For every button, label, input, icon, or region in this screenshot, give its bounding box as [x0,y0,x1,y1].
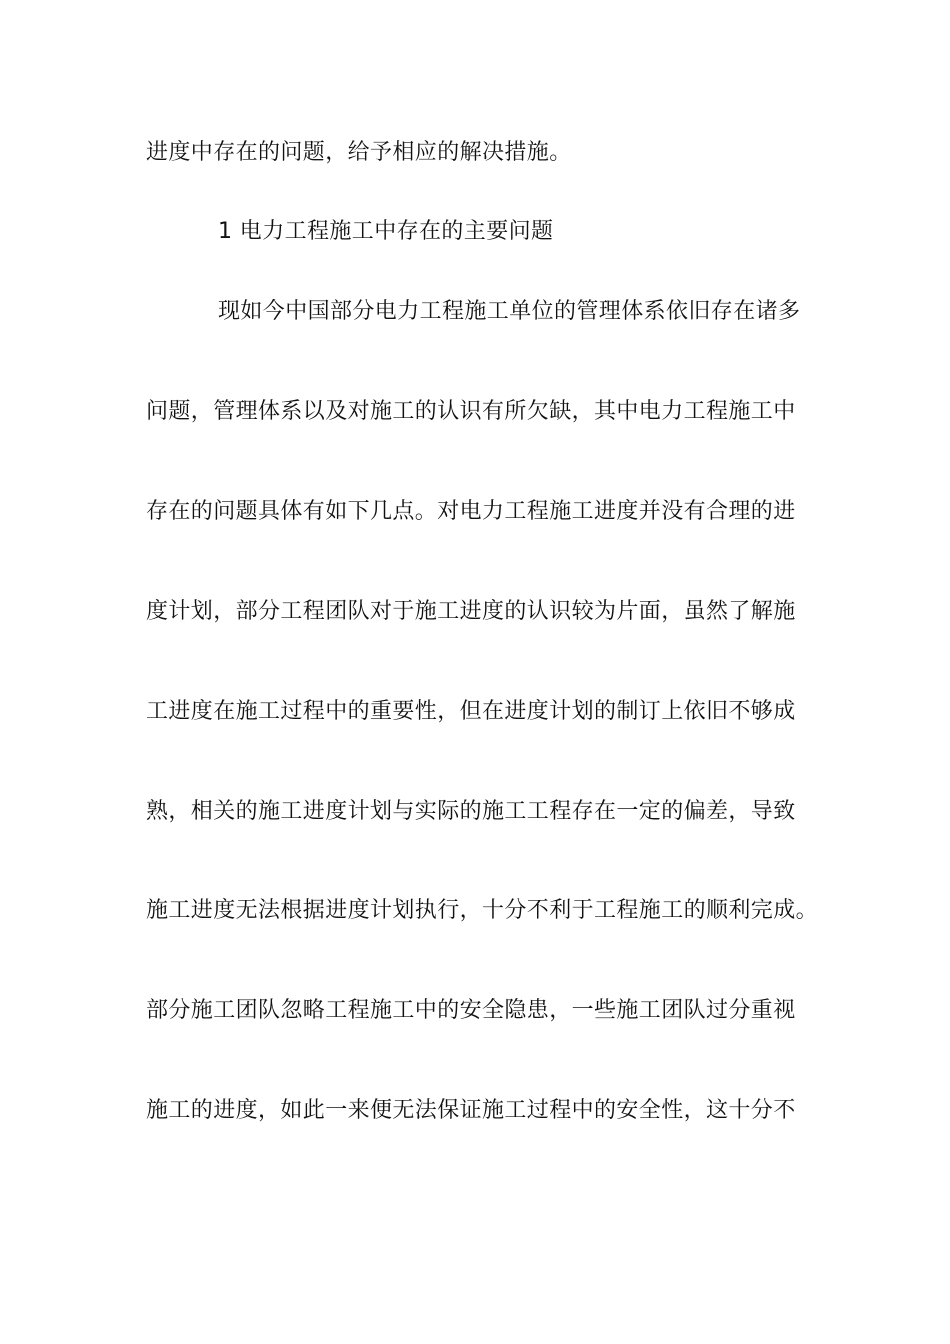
paragraph-line: 进度中存在的问题，给予相应的解决措施。 [146,140,572,165]
paragraph-line: 熟，相关的施工进度计划与实际的施工工程存在一定的偏差，导致 [146,799,796,824]
paragraph-line: 部分施工团队忽略工程施工中的安全隐患，一些施工团队过分重视 [146,998,796,1023]
paragraph-line: 施工的进度，如此一来便无法保证施工过程中的安全性，这十分不 [146,1098,796,1123]
paragraph-line: 现如今中国部分电力工程施工单位的管理体系依旧存在诸多 [218,299,801,324]
paragraph-line: 存在的问题具体有如下几点。对电力工程施工进度并没有合理的进 [146,499,796,524]
section-heading: 1 电力工程施工中存在的主要问题 [218,219,554,244]
paragraph-line: 工进度在施工过程中的重要性，但在进度计划的制订上依旧不够成 [146,699,796,724]
paragraph-line: 施工进度无法根据进度计划执行，十分不利于工程施工的顺利完成。 [146,898,819,923]
paragraph-line: 问题，管理体系以及对施工的认识有所欠缺，其中电力工程施工中 [146,399,796,424]
paragraph-line: 度计划，部分工程团队对于施工进度的认识较为片面，虽然了解施 [146,599,796,624]
